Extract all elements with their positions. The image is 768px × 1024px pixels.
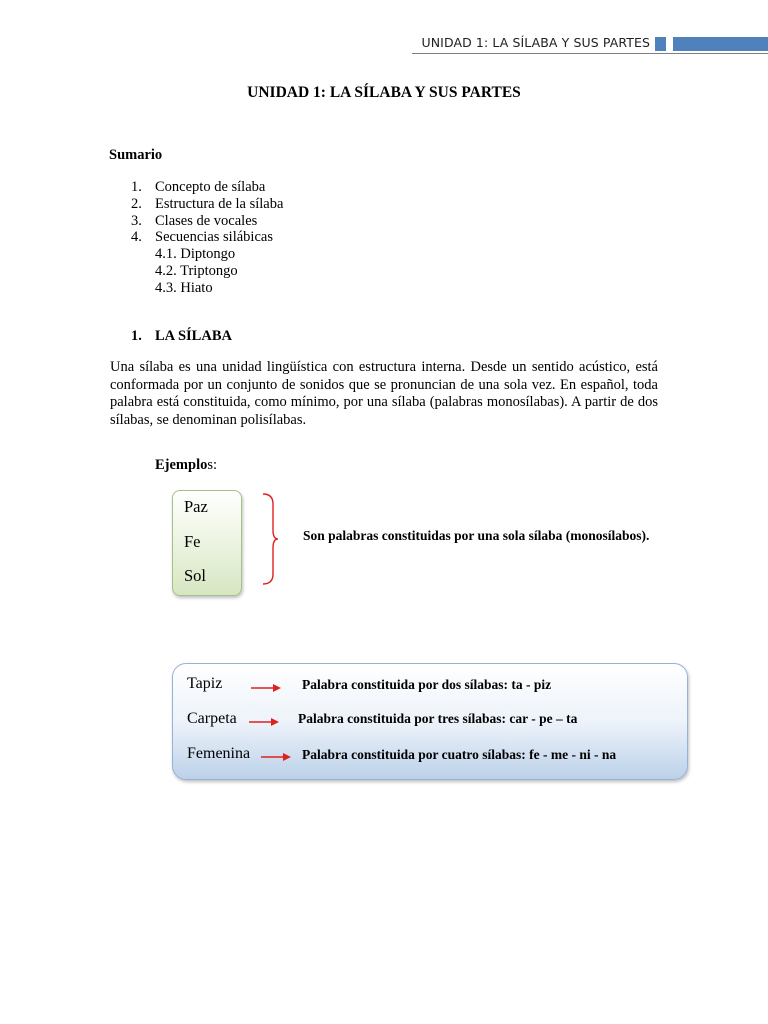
polysyllable-description: Palabra constituida por cuatro sílabas: fe - me - ni - na [302, 747, 617, 762]
polysyllable-word: Femenina [187, 745, 251, 762]
list-item-number: 3. [131, 212, 142, 229]
polysyllable-description: Palabra constituida por dos sílabas: ta - piz [302, 677, 552, 692]
page-header [0, 0, 768, 60]
section-title: LA SÍLABA [155, 328, 232, 344]
header-accent-square [655, 37, 666, 51]
polysyllable-description: Palabra constituida por tres sílabas: car - pe – ta [298, 711, 578, 726]
examples-label [155, 457, 217, 474]
section-heading [131, 328, 232, 345]
polysyllable-word: Tapiz [187, 675, 223, 692]
right-brace-icon [260, 492, 280, 586]
polysyllable-box [172, 663, 688, 780]
document-title: UNIDAD 1: LA SÍLABA Y SUS PARTES [247, 84, 521, 101]
sub-list-item: 4.3. Hiato [155, 279, 213, 296]
examples-label-colon: : [213, 457, 218, 473]
list-item-number: 4. [131, 229, 142, 246]
examples-label-bold: Ejemplo [155, 457, 208, 473]
right-arrow-icon [251, 683, 281, 693]
right-arrow-icon [249, 717, 279, 727]
right-arrow-icon [261, 752, 291, 762]
monosyllable-box [172, 490, 242, 596]
list-item [131, 179, 283, 196]
summary-list [131, 179, 283, 297]
list-item-number: 1. [131, 179, 142, 195]
header-title: UNIDAD 1: LA SÍLABA Y SUS PARTES [421, 35, 650, 50]
header-rule [412, 53, 768, 54]
polysyllable-word: Carpeta [187, 710, 237, 727]
list-item-label: Estructura de la sílaba [155, 195, 284, 212]
examples-label-s: s [207, 457, 214, 473]
summary-heading: Sumario [109, 147, 163, 163]
list-item-label: Clases de vocales [155, 212, 258, 229]
list-item-label: Concepto de sílaba [155, 179, 266, 195]
monosyllable-word: Paz [184, 497, 208, 516]
list-item-number: 2. [131, 195, 142, 212]
monosyllable-word: Sol [184, 566, 207, 585]
list-item [131, 196, 283, 213]
sub-list-item: 4.1. Diptongo [155, 246, 236, 263]
monosyllable-word: Fe [184, 532, 201, 551]
header-accent-bar [673, 37, 768, 51]
section-number: 1. [131, 328, 142, 344]
section-paragraph: Una sílaba es una unidad lingüística con estructura interna. Desde un sentido acústico, está conformada por un conjunto de sonidos que se pronuncian de una sola vez. En español, toda palabra está constituida, como mínimo, por una sílaba (palabras monosílabas). A partir de dos sílabas, se denominan polisílabas. [110, 359, 658, 428]
monosyllable-description: Son palabras constituidas por una sola sílaba (monosílabos). [303, 528, 650, 543]
list-item-label: Secuencias silábicas [155, 229, 273, 246]
list-item [131, 229, 283, 246]
sub-list-item: 4.2. Triptongo [155, 262, 238, 279]
list-item [131, 213, 283, 230]
